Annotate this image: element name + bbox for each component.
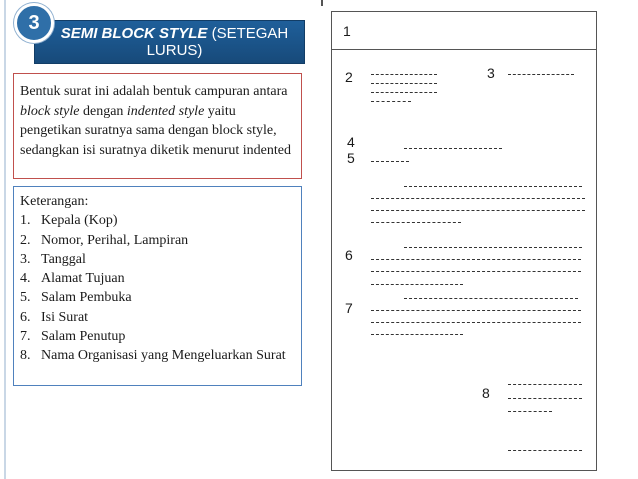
description-italic-indented: indented style [126, 103, 205, 119]
letter-dash-line [371, 161, 409, 162]
keterangan-heading: Keterangan: [20, 194, 89, 209]
list-item [20, 327, 295, 346]
letter-top-tick [321, 0, 323, 6]
slide-left-rule [4, 0, 6, 479]
letter-label-7: 7 [345, 300, 353, 316]
title-bar [34, 20, 305, 64]
list-item-text: Salam Penutup [41, 329, 126, 345]
description-text-2: dengan [79, 103, 127, 119]
list-item [20, 211, 295, 230]
letter-dash-line [404, 298, 578, 299]
list-item-text: Salam Pembuka [41, 290, 132, 306]
letter-dash-line [404, 148, 502, 149]
list-item [20, 288, 295, 307]
list-item-number: 1. [20, 213, 31, 229]
letter-dash-line [508, 411, 552, 412]
letter-label-6: 6 [345, 247, 353, 263]
letter-dash-line [371, 284, 463, 285]
letter-dash-line [371, 222, 461, 223]
letter-dash-line [404, 186, 582, 187]
title-rest: (SETEGAH LURUS) [146, 25, 289, 59]
letter-dash-line [371, 334, 463, 335]
list-item-number: 8. [20, 348, 31, 364]
letter-label-2: 2 [345, 69, 353, 85]
letter-kop-section [332, 12, 596, 50]
letter-dash-line [371, 322, 581, 323]
letter-dash-line [371, 92, 437, 93]
list-item-text: Tanggal [41, 251, 86, 267]
letter-dash-line [404, 247, 582, 248]
letter-dash-line [371, 210, 585, 211]
letter-label-8: 8 [482, 385, 490, 401]
letter-diagram [331, 11, 597, 471]
letter-label-4: 4 [347, 134, 355, 150]
letter-dash-line [371, 310, 581, 311]
letter-label-1: 1 [343, 23, 351, 39]
list-item-number: 4. [20, 271, 31, 287]
letter-dash-line [508, 384, 582, 385]
description-box [13, 73, 302, 179]
letter-dash-line [371, 101, 411, 102]
letter-dash-line [371, 74, 437, 75]
keterangan-list [20, 211, 295, 365]
page-title [50, 25, 290, 59]
letter-dash-line [508, 74, 574, 75]
title-emphasis: SEMI BLOCK STYLE [60, 25, 208, 42]
list-item [20, 346, 295, 365]
list-item-number: 6. [20, 309, 31, 325]
list-item [20, 250, 295, 269]
list-item-number: 2. [20, 232, 31, 248]
letter-label-3: 3 [487, 65, 495, 81]
list-item [20, 308, 295, 327]
list-item-number: 7. [20, 329, 31, 345]
letter-dash-line [371, 198, 585, 199]
keterangan-box [13, 186, 302, 386]
list-item-number: 5. [20, 290, 31, 306]
letter-dash-line [371, 259, 581, 260]
letter-dash-line [508, 398, 582, 399]
list-item-text: Alamat Tujuan [41, 271, 125, 287]
list-item-text: Nama Organisasi yang Mengeluarkan Surat [41, 348, 286, 364]
letter-dash-line [371, 271, 581, 272]
section-number-badge: 3 [14, 3, 54, 43]
list-item [20, 231, 295, 250]
description-text-3: yaitu pengetikan suratnya sama dengan block style, sedangkan isi suratnya diketik menurut indented [20, 103, 291, 158]
letter-dash-line [508, 450, 582, 451]
list-item-number: 3. [20, 251, 31, 267]
letter-dash-line [371, 83, 437, 84]
list-item-text: Kepala (Kop) [41, 213, 118, 229]
description-text-1: Bentuk surat ini adalah bentuk campuran antara [20, 84, 288, 99]
list-item-text: Nomor, Perihal, Lampiran [41, 232, 189, 248]
list-item-text: Isi Surat [41, 309, 89, 325]
letter-label-5: 5 [347, 150, 355, 166]
list-item [20, 269, 295, 288]
description-italic-block: block style [20, 103, 80, 119]
